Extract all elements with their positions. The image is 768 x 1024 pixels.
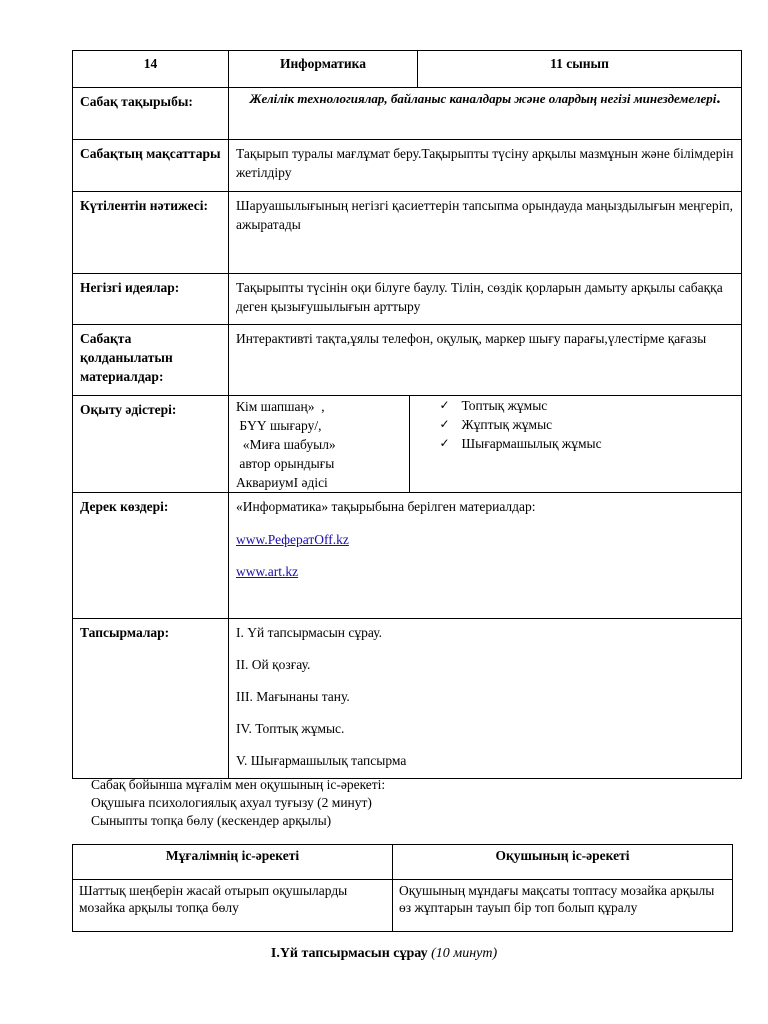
expected-value: Шаруашылығының негізгі қасиеттерін тапсыпма орындауда маңыздылығын меңгеріп, ажыратады <box>229 192 742 274</box>
materials-label: Сабақта қолданылатын материалдар: <box>73 325 229 396</box>
tasks-list <box>229 619 742 779</box>
sources-value <box>229 493 742 619</box>
expected-label: Күтілентін нәтижесі: <box>73 192 229 274</box>
activity-intro-line: Оқушыға психологиялық ахуал туғызу (2 минут) <box>91 795 372 810</box>
goals-value: Тақырып туралы мағлұмат беру.Тақырыпты түсіну арқылы мазмұнын және білімдерін жетілдіру <box>229 140 742 192</box>
ideas-row <box>73 274 742 325</box>
sources-row <box>73 493 742 619</box>
materials-row <box>73 325 742 396</box>
check-item: ✓ Шығармашылық жұмыс <box>440 434 742 453</box>
methods-inner-table <box>229 396 741 492</box>
lesson-number: 14 <box>73 51 229 88</box>
section-heading <box>0 946 768 962</box>
methods-list <box>229 396 409 492</box>
task-item: ІІІ. Мағынаны тану. <box>236 689 350 704</box>
teacher-activity: Шаттық шеңберін жасай отырып оқушыларды мозайка арқылы топқа бөлу <box>73 880 393 932</box>
materials-value: Интерактивті тақта,ұялы телефон, оқулық, маркер шығу парағы,үлестірме қағазы <box>229 325 742 396</box>
task-item: І. Үй тапсырмасын сұрау. <box>236 625 382 640</box>
lesson-plan-table <box>72 50 742 779</box>
tasks-label: Тапсырмалар: <box>73 619 229 779</box>
grade-label: 11 сынып <box>418 51 742 88</box>
tasks-row <box>73 619 742 779</box>
section-time: (10 минут) <box>431 946 498 961</box>
activity-header-row <box>73 845 733 880</box>
topic-value: Желілік технологиялар, байланыс каналдары және олардың негізі минездемелері. <box>229 88 742 140</box>
activity-intro-line: Сыныпты топқа бөлу (кескендер арқылы) <box>91 813 332 828</box>
check-item: ✓ Жұптық жұмыс <box>440 415 742 434</box>
ideas-label: Негізгі идеялар: <box>73 274 229 325</box>
method-item: АквариумІ әдісі <box>236 475 328 490</box>
method-item: БҮҮ шығару/, <box>236 418 322 433</box>
activity-intro <box>91 776 385 830</box>
work-forms-list <box>409 396 741 492</box>
activity-table <box>72 844 733 932</box>
methods-row <box>73 396 742 493</box>
sources-intro: «Информатика» тақырыбына берілген материалдар: <box>236 499 536 514</box>
activity-row <box>73 880 733 932</box>
task-item: ІV. Топтық жұмыс. <box>236 721 345 736</box>
method-item: Кім шапшаң» , <box>236 399 325 414</box>
source-link[interactable]: www.РефератOff.kz <box>236 532 349 547</box>
teacher-header: Мұғалімнің іс-әрекеті <box>73 845 393 880</box>
topic-label: Сабақ тақырыбы: <box>73 88 229 140</box>
task-item: V. Шығармашылық тапсырма <box>236 753 407 768</box>
task-item: ІІ. Ой қозғау. <box>236 657 311 672</box>
section-title: І.Үй тапсырмасын сұрау <box>270 946 428 961</box>
sources-label: Дерек көздері: <box>73 493 229 619</box>
subject-name: Информатика <box>229 51 418 88</box>
source-link[interactable]: www.art.kz <box>236 564 299 579</box>
goals-row <box>73 140 742 192</box>
goals-label: Сабақтың мақсаттары <box>73 140 229 192</box>
method-item: «Миға шабуыл» <box>236 437 336 452</box>
activity-intro-line: Сабақ бойынша мұғалім мен оқушының іс-әрекеті: <box>91 777 386 792</box>
method-item: автор орындығы <box>236 456 335 471</box>
header-row <box>73 51 742 88</box>
student-activity: Оқушының мұндағы мақсаты топтасу мозайка арқылы өз жұптарын тауып бір топ болып құралу <box>393 880 733 932</box>
methods-label: Оқыту әдістері: <box>73 396 229 493</box>
ideas-value: Тақырыпты түсінін оқи білуге баулу. Тілін, сөздік қорларын дамыту арқылы сабаққа деген қызығушылығын арттыру <box>229 274 742 325</box>
topic-row <box>73 88 742 140</box>
expected-row <box>73 192 742 274</box>
student-header: Оқушының іс-әрекеті <box>393 845 733 880</box>
check-item: ✓ Топтық жұмыс <box>440 396 742 415</box>
